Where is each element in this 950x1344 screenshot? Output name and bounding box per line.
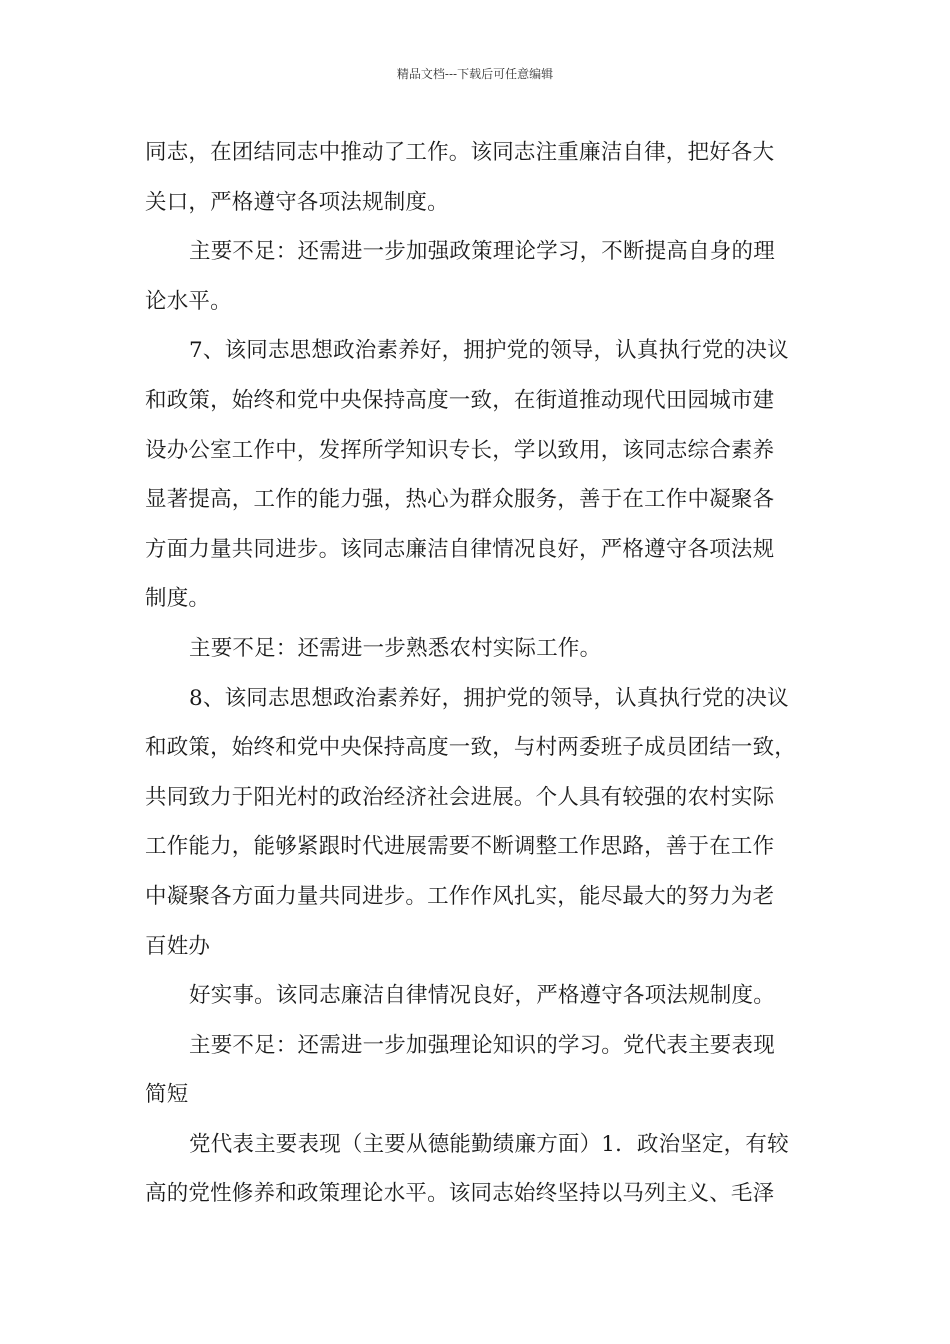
text-line: 中凝聚各方面力量共同进步。工作作风扎实，能尽最大的努力为老	[145, 883, 775, 909]
text-line: 7、该同志思想政治素养好，拥护党的领导，认真执行党的决议	[189, 338, 789, 364]
document-body	[145, 128, 810, 1219]
text-line: 主要不足：还需进一步熟悉农村实际工作。	[189, 635, 602, 661]
page-header: 精品文档---下载后可任意编辑	[396, 67, 554, 81]
text-line: 显著提高，工作的能力强，热心为群众服务，善于在工作中凝聚各	[145, 487, 775, 513]
text-line: 和政策，始终和党中央保持高度一致，与村两委班子成员团结一致，	[145, 735, 797, 761]
text-line: 方面力量共同进步。该同志廉洁自律情况良好，严格遵守各项法规	[145, 536, 775, 562]
text-line: 设办公室工作中，发挥所学知识专长，学以致用，该同志综合素养	[145, 437, 775, 463]
text-line: 党代表主要表现（主要从德能勤绩廉方面）1．政治坚定，有较	[189, 1131, 789, 1157]
text-line: 论水平。	[145, 288, 232, 314]
text-line: 好实事。该同志廉洁自律情况良好，严格遵守各项法规制度。	[189, 983, 775, 1009]
text-line: 简短	[145, 1082, 189, 1108]
text-line: 8、该同志思想政治素养好，拥护党的领导，认真执行党的决议	[189, 685, 789, 711]
text-line: 制度。	[145, 586, 211, 612]
text-line: 关口，严格遵守各项法规制度。	[145, 189, 449, 215]
text-line: 主要不足：还需进一步加强政策理论学习，不断提高自身的理	[189, 239, 775, 265]
text-line: 工作能力，能够紧跟时代进展需要不断调整工作思路，善于在工作	[145, 834, 775, 860]
text-line: 和政策，始终和党中央保持高度一致，在街道推动现代田园城市建	[145, 387, 775, 413]
text-line: 共同致力于阳光村的政治经济社会进展。个人具有较强的农村实际	[145, 784, 775, 810]
text-line: 同志，在团结同志中推动了工作。该同志注重廉洁自律，把好各大	[145, 140, 775, 165]
text-line: 主要不足：还需进一步加强理论知识的学习。党代表主要表现	[189, 1032, 775, 1058]
text-line: 百姓办	[145, 933, 211, 959]
text-line: 高的党性修养和政策理论水平。该同志始终坚持以马列主义、毛泽	[145, 1181, 775, 1207]
